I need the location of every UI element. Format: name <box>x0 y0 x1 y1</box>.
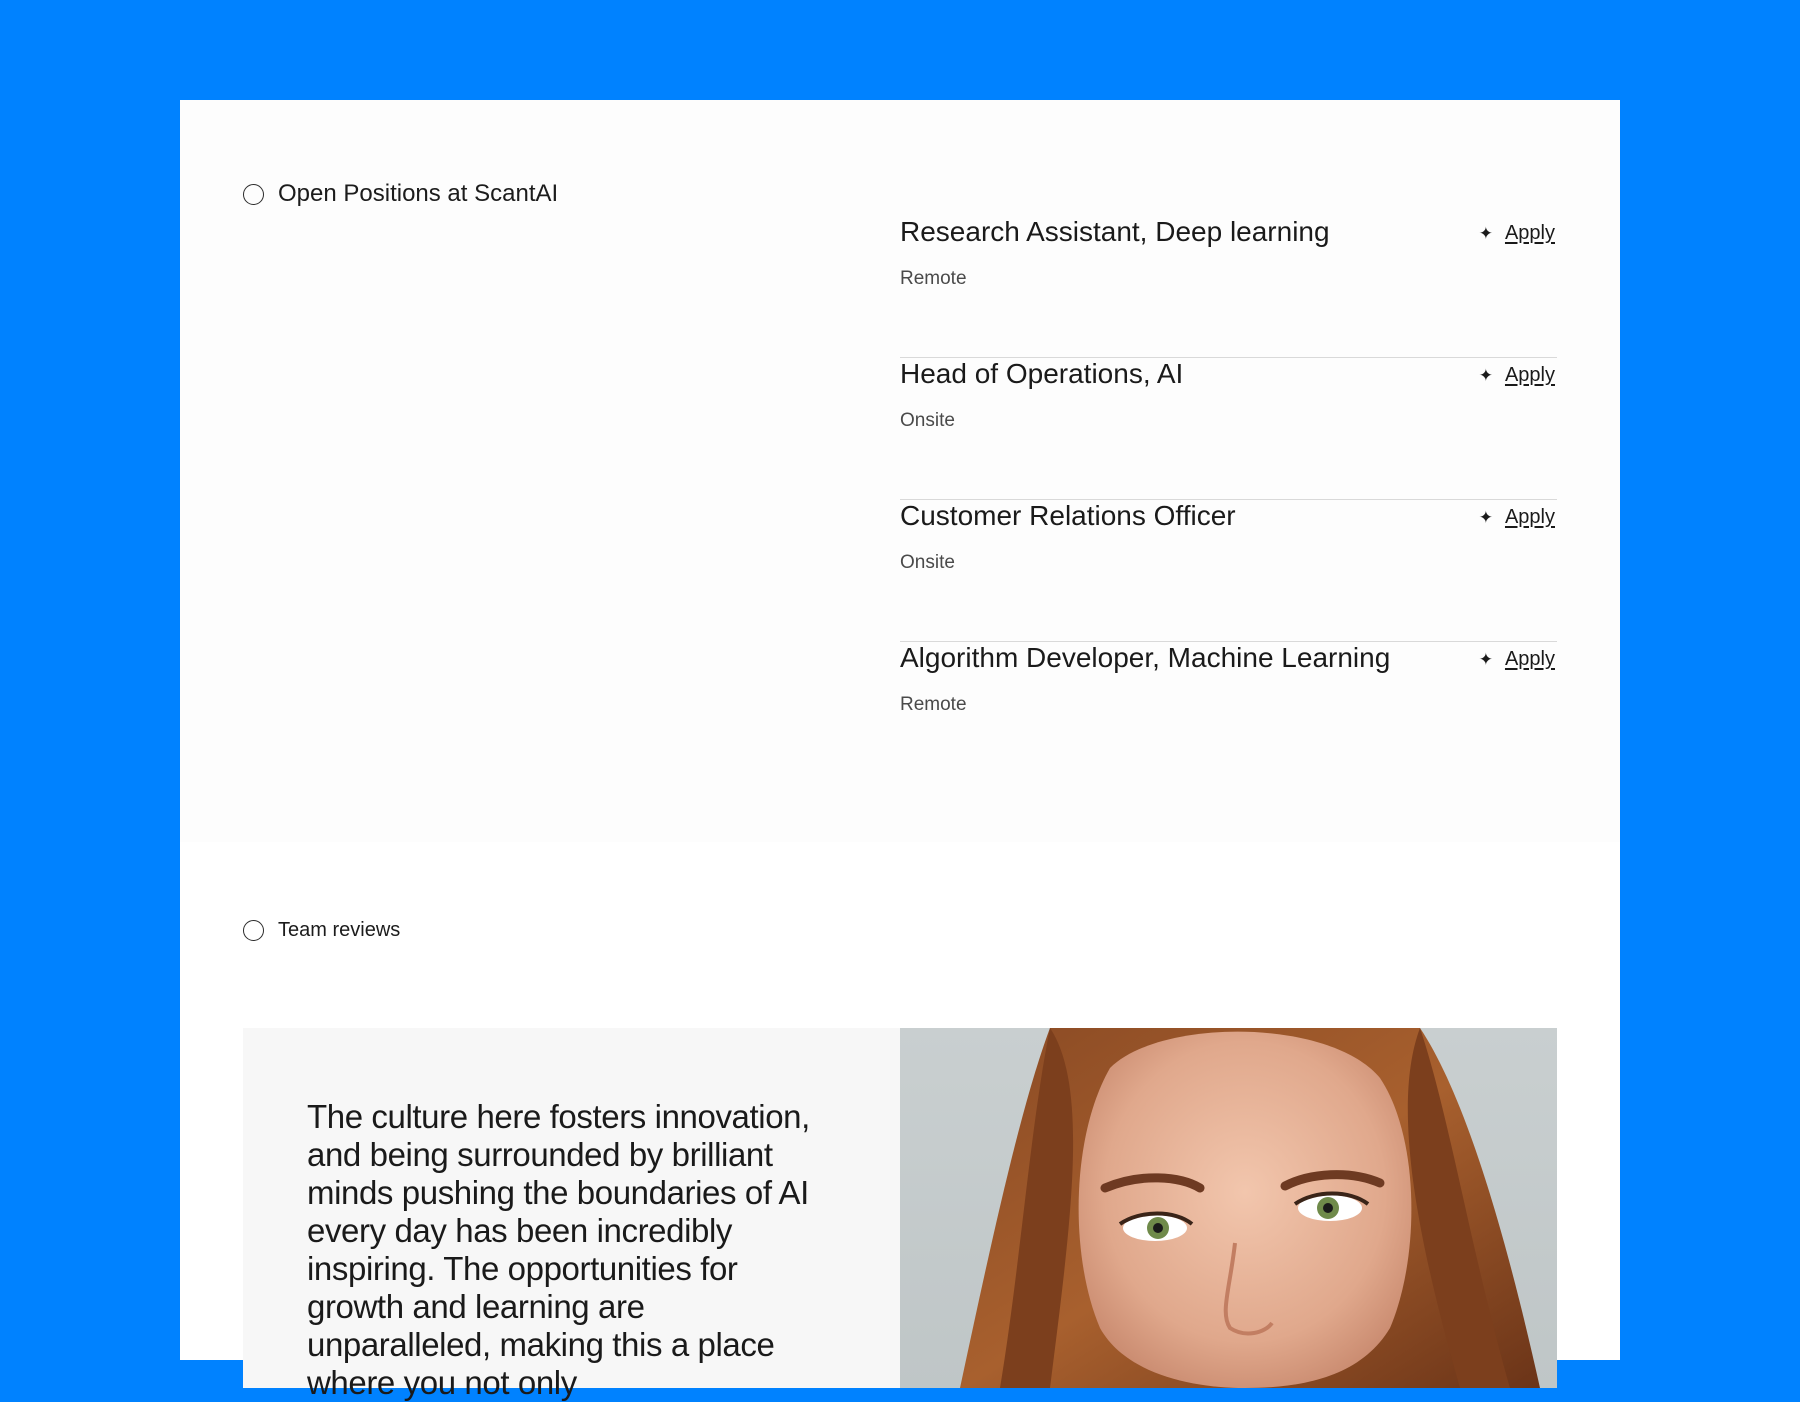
open-positions-heading-text: Open Positions at ScantAI <box>278 180 559 207</box>
sparkle-icon: ✦ <box>1478 366 1493 385</box>
apply-button[interactable] <box>1479 506 1555 529</box>
apply-button[interactable] <box>1479 648 1555 671</box>
review-quote-pane <box>243 1028 900 1401</box>
review-card <box>243 1028 1557 1401</box>
job-location: Remote <box>900 694 967 715</box>
review-quote: The culture here fosters innovation, and being surrounded by brilliant minds pushing the boundaries of AI every day has been incredibly inspiring. The opportunities for growth and learning are unparalleled, making this a place where you not only <box>307 1098 810 1401</box>
job-title: Algorithm Developer, Machine Learning <box>900 642 1391 673</box>
open-positions-section <box>180 100 1620 842</box>
job-item <box>900 358 1557 500</box>
job-list <box>900 216 1557 784</box>
apply-link[interactable]: Apply <box>1504 364 1555 386</box>
reviewer-portrait <box>900 1028 1557 1388</box>
page-frame <box>180 100 1620 1401</box>
job-location: Remote <box>900 268 967 289</box>
job-title: Customer Relations Officer <box>900 500 1236 531</box>
job-item <box>900 216 1557 358</box>
apply-button[interactable] <box>1479 222 1555 245</box>
job-title: Head of Operations, AI <box>900 358 1184 389</box>
job-title: Research Assistant, Deep learning <box>900 216 1330 247</box>
open-positions-heading <box>243 180 558 208</box>
apply-button[interactable] <box>1479 364 1555 387</box>
team-reviews-heading-text: Team reviews <box>278 919 401 941</box>
sparkle-icon: ✦ <box>1478 508 1493 527</box>
job-item <box>900 642 1557 784</box>
circle-outline-icon <box>243 920 264 941</box>
team-reviews-heading <box>243 919 400 942</box>
job-location: Onsite <box>900 552 955 573</box>
reviewer-photo <box>900 1028 1557 1388</box>
job-location: Onsite <box>900 410 955 431</box>
sparkle-icon: ✦ <box>1478 650 1493 669</box>
apply-link[interactable]: Apply <box>1504 648 1555 670</box>
sparkle-icon: ✦ <box>1478 224 1493 243</box>
job-item <box>900 500 1557 642</box>
apply-link[interactable]: Apply <box>1504 506 1555 528</box>
circle-outline-icon <box>243 184 264 205</box>
apply-link[interactable]: Apply <box>1504 222 1555 244</box>
